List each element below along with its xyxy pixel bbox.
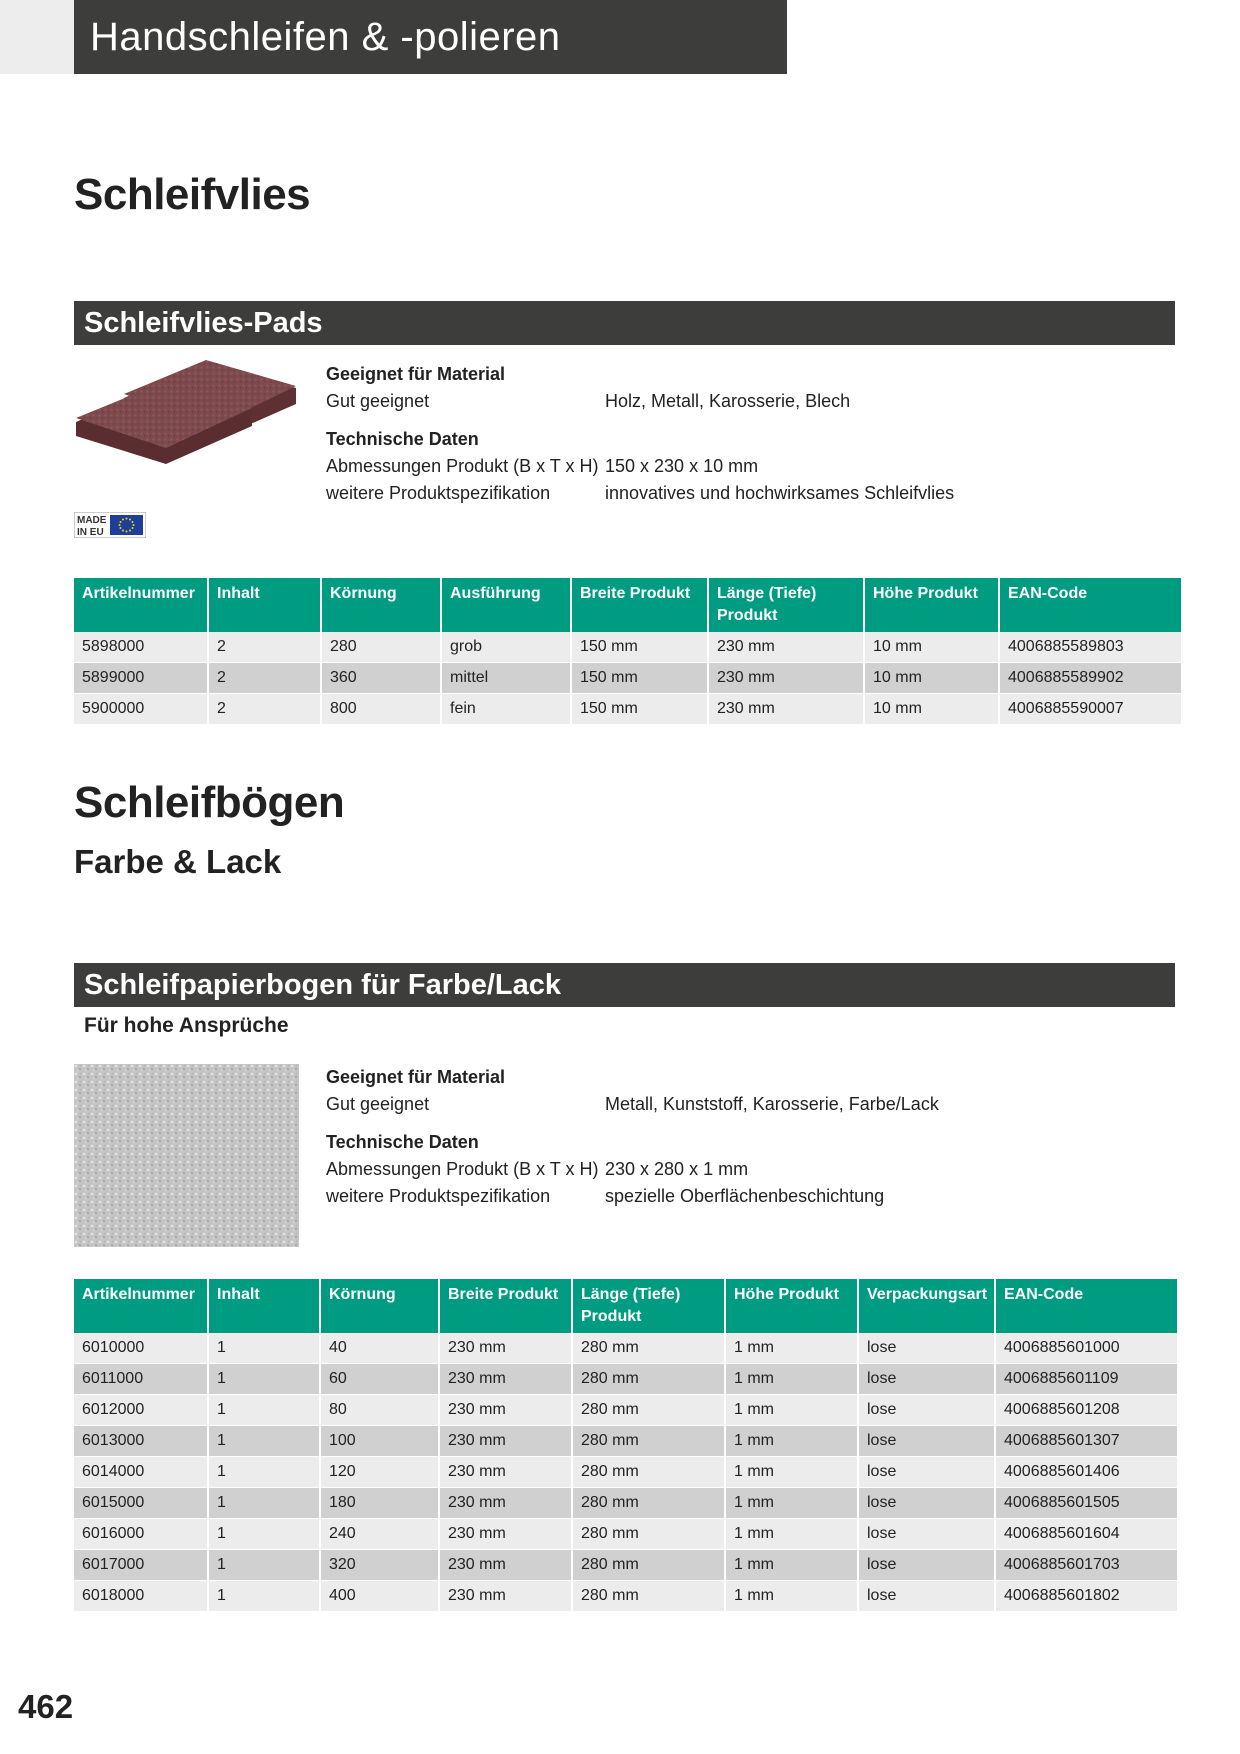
table-cell: 4006885589902 — [1000, 663, 1181, 694]
table-cell: 6017000 — [74, 1550, 207, 1581]
table-cell: 2 — [209, 632, 320, 663]
table-cell: lose — [859, 1488, 994, 1519]
column-header: Körnung — [321, 1279, 438, 1333]
product-subline: Für hohe Ansprüche — [84, 1014, 289, 1037]
schleifvlies-pad-image — [74, 360, 306, 470]
spec-value: 230 x 280 x 1 mm — [605, 1159, 749, 1179]
spec-material-heading: Geeignet für Material — [326, 364, 506, 384]
column-header: Verpackungsart — [859, 1279, 994, 1333]
svg-text:IN EU: IN EU — [77, 527, 104, 538]
table-cell: 10 mm — [865, 694, 998, 725]
table-cell: 230 mm — [440, 1581, 571, 1612]
table-cell: 4006885601406 — [996, 1457, 1177, 1488]
column-header: Länge (Tiefe) Produkt — [573, 1279, 724, 1333]
spec-tech-heading: Technische Daten — [326, 429, 479, 449]
table-cell: 230 mm — [709, 632, 863, 663]
table-cell: 120 — [321, 1457, 438, 1488]
table-cell: 150 mm — [572, 694, 707, 725]
table-row — [74, 1426, 1177, 1457]
table-row — [74, 1550, 1177, 1581]
table-cell: 5899000 — [74, 663, 207, 694]
table-cell: 1 mm — [726, 1581, 857, 1612]
table-cell: lose — [859, 1457, 994, 1488]
table-cell: 100 — [321, 1426, 438, 1457]
table-cell: 60 — [321, 1364, 438, 1395]
table-cell: 1 — [209, 1333, 319, 1364]
table-row — [74, 694, 1181, 725]
spec-row-more — [326, 1183, 1146, 1210]
table-row — [74, 632, 1181, 663]
section-title-schleifvlies: Schleifvlies — [74, 170, 311, 219]
table-cell: 1 — [209, 1457, 319, 1488]
table-cell: 280 mm — [573, 1395, 724, 1426]
table-cell: 1 mm — [726, 1395, 857, 1426]
table-row — [74, 1364, 1177, 1395]
table-cell: 280 mm — [573, 1333, 724, 1364]
table-cell: 240 — [321, 1519, 438, 1550]
spec-key: Abmessungen Produkt (B x T x H) — [326, 1159, 599, 1179]
table-cell: grob — [442, 632, 570, 663]
table-cell: 230 mm — [440, 1364, 571, 1395]
table-cell: 1 mm — [726, 1457, 857, 1488]
table-cell: 4006885601703 — [996, 1550, 1177, 1581]
table-cell: 280 mm — [573, 1581, 724, 1612]
spec-tech-heading: Technische Daten — [326, 1132, 479, 1152]
table-cell: 320 — [321, 1550, 438, 1581]
table-cell: 5898000 — [74, 632, 207, 663]
table-cell: 1 mm — [726, 1333, 857, 1364]
table-cell: 230 mm — [440, 1488, 571, 1519]
section-subtitle: Farbe & Lack — [74, 843, 282, 880]
table-cell: 280 — [322, 632, 440, 663]
column-header: Breite Produkt — [440, 1279, 571, 1333]
product-table-schleifvlies — [72, 578, 1183, 725]
table-cell: lose — [859, 1519, 994, 1550]
table-cell: lose — [859, 1581, 994, 1612]
table-cell: 6010000 — [74, 1333, 207, 1364]
column-header: EAN-Code — [996, 1279, 1177, 1333]
table-cell: 1 mm — [726, 1519, 857, 1550]
product-table-schleifpapier — [72, 1279, 1179, 1612]
spec-row-material — [326, 1091, 1146, 1118]
table-cell: 2 — [209, 694, 320, 725]
table-cell: 6016000 — [74, 1519, 207, 1550]
table-cell: 6018000 — [74, 1581, 207, 1612]
spec-value: Holz, Metall, Karosserie, Blech — [605, 391, 851, 411]
table-row — [74, 1488, 1177, 1519]
table-cell: 1 mm — [726, 1488, 857, 1519]
table-row — [74, 1395, 1177, 1426]
corner-tab — [0, 0, 74, 74]
table-cell: fein — [442, 694, 570, 725]
svg-text:MADE: MADE — [77, 515, 107, 526]
table-cell: 1 — [209, 1488, 319, 1519]
table-cell: 10 mm — [865, 632, 998, 663]
table-cell: 6012000 — [74, 1395, 207, 1426]
table-cell: 4006885601307 — [996, 1426, 1177, 1457]
table-cell: 4006885589803 — [1000, 632, 1181, 663]
product-bar-schleifpapierbogen: Schleifpapierbogen für Farbe/Lack — [74, 963, 1175, 1007]
table-cell: 230 mm — [709, 694, 863, 725]
spec-key: weitere Produktspezifikation — [326, 483, 551, 503]
column-header: Körnung — [322, 578, 440, 632]
spec-key: Abmessungen Produkt (B x T x H) — [326, 456, 599, 476]
table-header-row — [74, 578, 1181, 632]
table-cell: 280 mm — [573, 1488, 724, 1519]
table-cell: 230 mm — [440, 1457, 571, 1488]
section-title-schleifboegen: Schleifbögen — [74, 778, 345, 827]
table-cell: 6011000 — [74, 1364, 207, 1395]
schleifpapier-image — [74, 1064, 299, 1247]
spec-value: Metall, Kunststoff, Karosserie, Farbe/Lack — [605, 1094, 939, 1114]
spec-row-dimensions — [326, 453, 1146, 480]
product-bar-schleifvlies-pads: Schleifvlies-Pads — [74, 301, 1175, 345]
table-row — [74, 1457, 1177, 1488]
spec-key: weitere Produktspezifikation — [326, 1186, 551, 1206]
table-cell: 80 — [321, 1395, 438, 1426]
column-header: Länge (Tiefe) Produkt — [709, 578, 863, 632]
table-cell: 10 mm — [865, 663, 998, 694]
made-in-eu-badge — [74, 512, 146, 538]
table-cell: 4006885601109 — [996, 1364, 1177, 1395]
table-cell: lose — [859, 1364, 994, 1395]
spec-row-dimensions — [326, 1156, 1146, 1183]
table-cell: lose — [859, 1426, 994, 1457]
spec-block-schleifvlies — [326, 361, 1146, 507]
table-row — [74, 663, 1181, 694]
table-cell: 1 — [209, 1395, 319, 1426]
table-cell: 280 mm — [573, 1364, 724, 1395]
table-cell: 230 mm — [440, 1519, 571, 1550]
table-cell: 1 mm — [726, 1426, 857, 1457]
table-cell: 800 — [322, 694, 440, 725]
table-row — [74, 1333, 1177, 1364]
spec-value: spezielle Oberflächenbeschichtung — [605, 1186, 885, 1206]
table-cell: 4006885590007 — [1000, 694, 1181, 725]
table-cell: 1 — [209, 1426, 319, 1457]
table-cell: 4006885601802 — [996, 1581, 1177, 1612]
table-row — [74, 1519, 1177, 1550]
table-cell: 4006885601604 — [996, 1519, 1177, 1550]
column-header: Inhalt — [209, 578, 320, 632]
table-cell: 400 — [321, 1581, 438, 1612]
table-cell: 180 — [321, 1488, 438, 1519]
column-header: Höhe Produkt — [726, 1279, 857, 1333]
spec-material-heading: Geeignet für Material — [326, 1067, 506, 1087]
table-cell: 1 — [209, 1550, 319, 1581]
column-header: Breite Produkt — [572, 578, 707, 632]
page-number: 462 — [18, 1688, 74, 1725]
spec-key: Gut geeignet — [326, 391, 430, 411]
spec-value: innovatives und hochwirksames Schleifvlies — [605, 483, 955, 503]
table-cell: 4006885601000 — [996, 1333, 1177, 1364]
table-cell: 1 mm — [726, 1364, 857, 1395]
column-header: Höhe Produkt — [865, 578, 998, 632]
table-cell: 1 mm — [726, 1550, 857, 1581]
table-cell: 6013000 — [74, 1426, 207, 1457]
table-cell: 280 mm — [573, 1457, 724, 1488]
table-cell: lose — [859, 1333, 994, 1364]
table-cell: 4006885601505 — [996, 1488, 1177, 1519]
table-cell: 1 — [209, 1581, 319, 1612]
spec-block-schleifpapier — [326, 1064, 1146, 1210]
table-cell: 5900000 — [74, 694, 207, 725]
column-header: Inhalt — [209, 1279, 319, 1333]
table-row — [74, 1581, 1177, 1612]
spec-key: Gut geeignet — [326, 1094, 430, 1114]
table-cell: 230 mm — [709, 663, 863, 694]
chapter-title: Handschleifen & -polieren — [74, 0, 787, 74]
table-header-row — [74, 1279, 1177, 1333]
spec-row-material — [326, 388, 1146, 415]
spec-value: 150 x 230 x 10 mm — [605, 456, 759, 476]
table-cell: 150 mm — [572, 632, 707, 663]
spec-row-more — [326, 480, 1146, 507]
table-cell: 230 mm — [440, 1550, 571, 1581]
column-header: Ausführung — [442, 578, 570, 632]
table-cell: 4006885601208 — [996, 1395, 1177, 1426]
table-cell: 150 mm — [572, 663, 707, 694]
table-cell: mittel — [442, 663, 570, 694]
column-header: Artikelnummer — [74, 578, 207, 632]
table-cell: 1 — [209, 1364, 319, 1395]
table-cell: 230 mm — [440, 1395, 571, 1426]
table-cell: 1 — [209, 1519, 319, 1550]
table-cell: 6014000 — [74, 1457, 207, 1488]
table-cell: 230 mm — [440, 1426, 571, 1457]
table-cell: 2 — [209, 663, 320, 694]
table-cell: lose — [859, 1550, 994, 1581]
table-cell: 6015000 — [74, 1488, 207, 1519]
table-cell: 40 — [321, 1333, 438, 1364]
table-cell: 280 mm — [573, 1550, 724, 1581]
table-cell: 280 mm — [573, 1519, 724, 1550]
table-cell: 280 mm — [573, 1426, 724, 1457]
table-cell: lose — [859, 1395, 994, 1426]
table-cell: 360 — [322, 663, 440, 694]
column-header: EAN-Code — [1000, 578, 1181, 632]
table-cell: 230 mm — [440, 1333, 571, 1364]
column-header: Artikelnummer — [74, 1279, 207, 1333]
